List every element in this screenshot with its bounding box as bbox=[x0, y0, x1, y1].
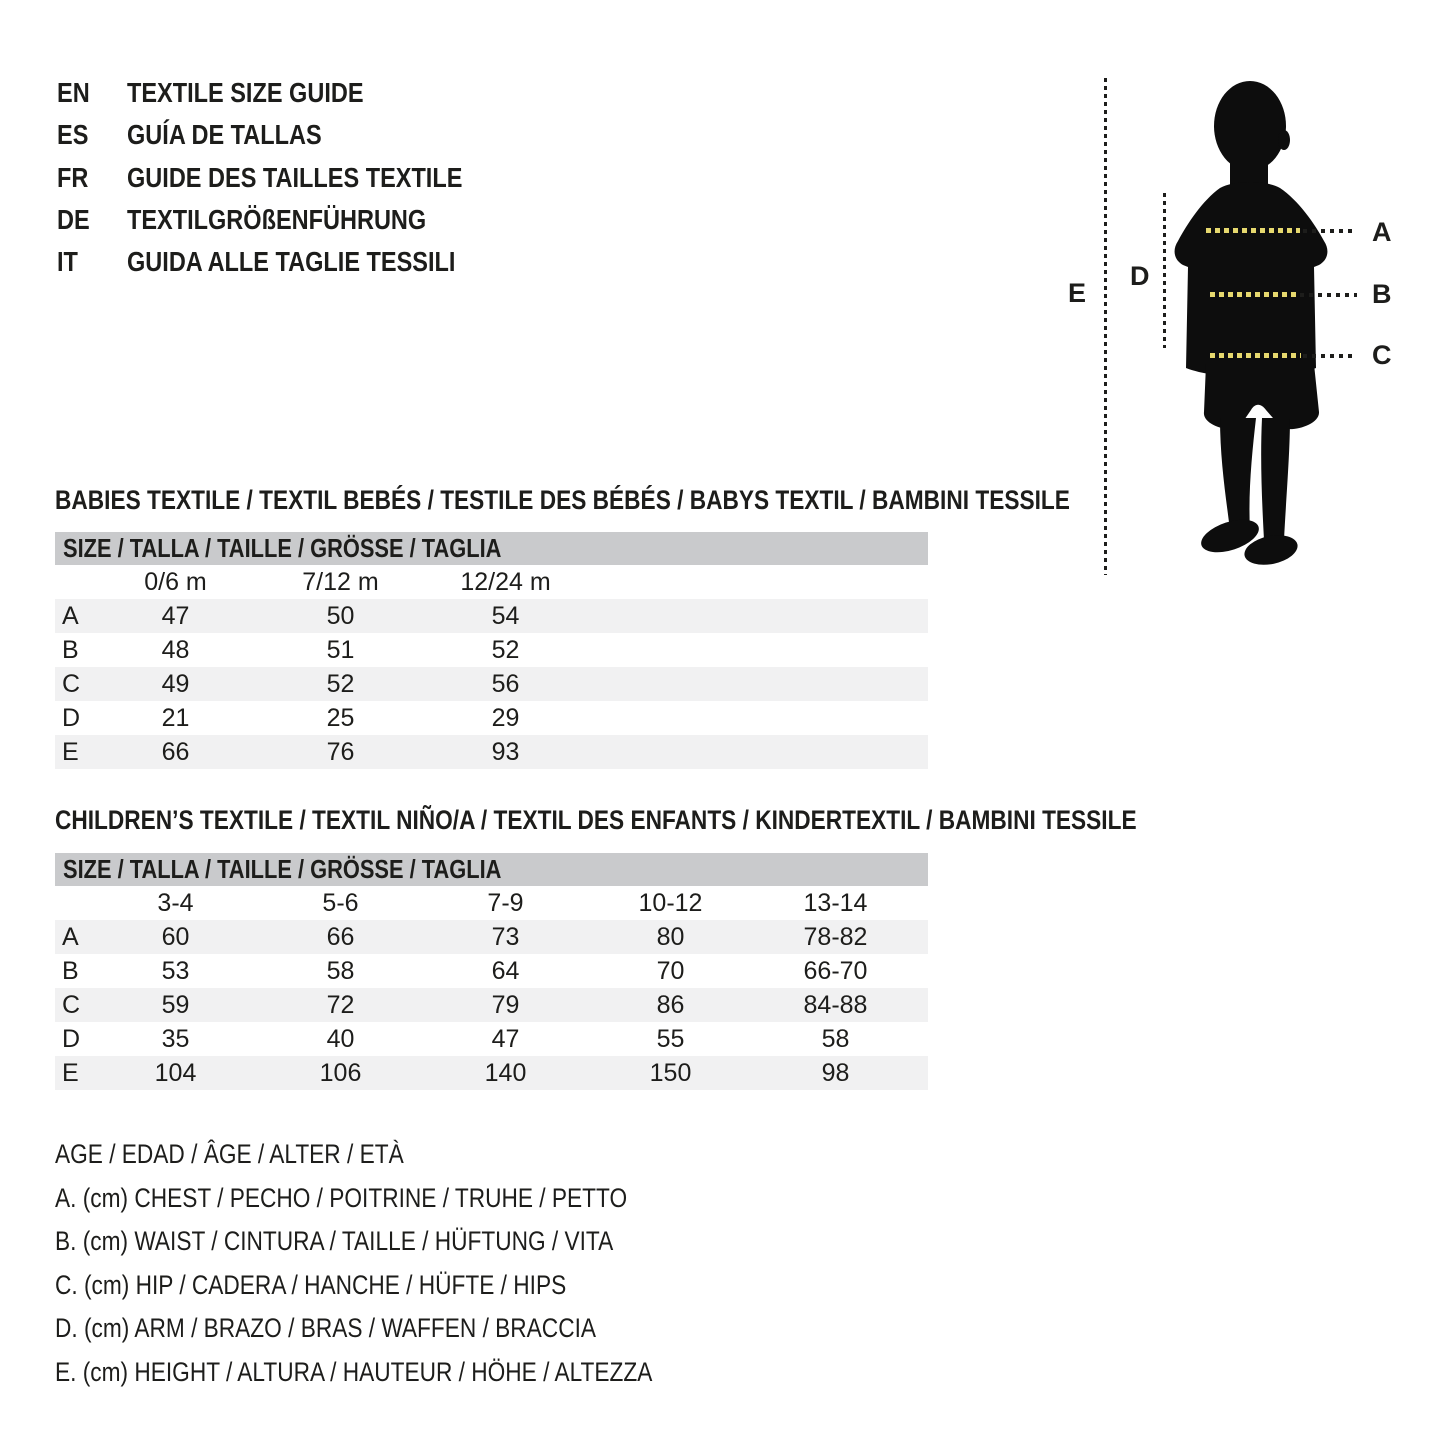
arm-measure-line-d bbox=[1163, 193, 1166, 348]
babies-column-headers bbox=[55, 565, 928, 599]
cell: 55 bbox=[656, 1025, 685, 1053]
cell: 66-70 bbox=[803, 957, 868, 985]
column-header: 10-12 bbox=[638, 889, 703, 917]
column-header: 7/12 m bbox=[302, 568, 379, 596]
cell: 49 bbox=[161, 670, 190, 698]
table-row bbox=[55, 599, 928, 633]
row-label: C bbox=[62, 991, 81, 1019]
table-row bbox=[55, 1022, 928, 1056]
cell: 21 bbox=[161, 704, 190, 732]
children-size-table bbox=[55, 853, 928, 1090]
legend-age: AGE / EDAD / ÂGE / ALTER / ETÀ bbox=[55, 1139, 404, 1169]
diagram-label-d: D bbox=[1130, 261, 1150, 291]
cell: 47 bbox=[491, 1025, 520, 1053]
row-label: D bbox=[62, 1025, 81, 1053]
row-label: C bbox=[62, 670, 81, 698]
cell: 48 bbox=[161, 636, 190, 664]
table-row bbox=[55, 735, 928, 769]
cell: 54 bbox=[491, 602, 520, 630]
cell: 60 bbox=[161, 923, 190, 951]
cell: 106 bbox=[319, 1059, 362, 1087]
title-it: GUIDA ALLE TAGLIE TESSILI bbox=[127, 246, 456, 278]
cell: 84-88 bbox=[803, 991, 868, 1019]
language-code-fr: FR bbox=[57, 161, 89, 193]
children-heading-text: CHILDREN’S TEXTILE / TEXTIL NIÑO/A / TEXTIL DES ENFANTS / KINDERTEXTIL / BAMBINI TESSILE bbox=[55, 805, 1137, 835]
column-header: 13-14 bbox=[803, 889, 868, 917]
child-silhouette bbox=[1172, 78, 1332, 570]
title-en: TEXTILE SIZE GUIDE bbox=[127, 77, 364, 109]
silhouette-left-leg bbox=[1220, 418, 1256, 530]
babies-size-table bbox=[55, 532, 928, 769]
cell: 53 bbox=[161, 957, 190, 985]
cell: 93 bbox=[491, 738, 520, 766]
cell: 78-82 bbox=[803, 923, 868, 951]
silhouette-tshirt bbox=[1175, 182, 1328, 377]
children-column-headers bbox=[55, 886, 928, 920]
legend-hip: C. (cm) HIP / CADERA / HANCHE / HÜFTE / HIPS bbox=[55, 1269, 567, 1300]
language-code-es: ES bbox=[57, 119, 89, 151]
babies-size-header-text: SIZE / TALLA / TAILLE / GRÖSSE / TAGLIA bbox=[63, 533, 502, 563]
row-label: A bbox=[62, 923, 79, 951]
column-header: 12/24 m bbox=[460, 568, 551, 596]
cell: 70 bbox=[656, 957, 685, 985]
cell: 47 bbox=[161, 602, 190, 630]
legend-chest: A. (cm) CHEST / PECHO / POITRINE / TRUHE / PETTO bbox=[55, 1182, 628, 1213]
row-label: A bbox=[62, 602, 79, 630]
language-title-block bbox=[57, 72, 526, 283]
row-label: E bbox=[62, 1059, 79, 1087]
babies-heading-text: BABIES TEXTILE / TEXTIL BEBÉS / TESTILE DES BÉBÉS / BABYS TEXTIL / BAMBINI TESSILE bbox=[55, 485, 1070, 515]
diagram-label-a: A bbox=[1372, 217, 1392, 247]
language-code-de: DE bbox=[57, 204, 90, 236]
measurement-legend bbox=[55, 1133, 766, 1394]
cell: 86 bbox=[656, 991, 685, 1019]
cell: 58 bbox=[326, 957, 355, 985]
babies-size-header-bar bbox=[55, 532, 928, 565]
cell: 59 bbox=[161, 991, 190, 1019]
cell: 56 bbox=[491, 670, 520, 698]
title-line-es bbox=[57, 114, 526, 156]
cell: 150 bbox=[649, 1059, 692, 1087]
cell: 29 bbox=[491, 704, 520, 732]
row-label: E bbox=[62, 738, 79, 766]
title-fr: GUIDE DES TAILLES TEXTILE bbox=[127, 161, 463, 193]
row-label: D bbox=[62, 704, 81, 732]
cell: 50 bbox=[326, 602, 355, 630]
column-header: 0/6 m bbox=[144, 568, 207, 596]
cell: 66 bbox=[326, 923, 355, 951]
children-section-heading bbox=[55, 806, 1343, 834]
cell: 58 bbox=[821, 1025, 850, 1053]
silhouette-right-leg bbox=[1261, 418, 1290, 540]
column-header: 3-4 bbox=[157, 889, 194, 917]
diagram-label-e: E bbox=[1068, 278, 1087, 308]
cell: 98 bbox=[821, 1059, 850, 1087]
table-row bbox=[55, 954, 928, 988]
cell: 76 bbox=[326, 738, 355, 766]
cell: 52 bbox=[326, 670, 355, 698]
row-label: B bbox=[62, 957, 79, 985]
title-line-fr bbox=[57, 157, 526, 199]
language-code-en: EN bbox=[57, 77, 90, 109]
cell: 40 bbox=[326, 1025, 355, 1053]
chest-dash-yellow bbox=[1206, 228, 1300, 233]
table-row bbox=[55, 1056, 928, 1090]
column-header: 5-6 bbox=[322, 889, 359, 917]
title-line-de bbox=[57, 199, 526, 241]
cell: 73 bbox=[491, 923, 520, 951]
babies-section-heading bbox=[55, 486, 1263, 514]
cell: 79 bbox=[491, 991, 520, 1019]
cell: 72 bbox=[326, 991, 355, 1019]
legend-height: E. (cm) HEIGHT / ALTURA / HAUTEUR / HÖHE / ALTEZZA bbox=[55, 1356, 653, 1387]
cell: 80 bbox=[656, 923, 685, 951]
cell: 35 bbox=[161, 1025, 190, 1053]
cell: 52 bbox=[491, 636, 520, 664]
table-row bbox=[55, 667, 928, 701]
diagram-label-c: C bbox=[1372, 340, 1392, 370]
cell: 64 bbox=[491, 957, 520, 985]
cell: 140 bbox=[484, 1059, 527, 1087]
children-size-header-bar bbox=[55, 853, 928, 886]
cell: 104 bbox=[154, 1059, 197, 1087]
column-header: 7-9 bbox=[487, 889, 524, 917]
title-line-en bbox=[57, 72, 526, 114]
table-row bbox=[55, 988, 928, 1022]
title-es: GUÍA DE TALLAS bbox=[127, 119, 322, 151]
waist-dash-black bbox=[1300, 293, 1357, 297]
waist-dash-yellow bbox=[1210, 292, 1297, 297]
cell: 51 bbox=[326, 636, 355, 664]
table-row bbox=[55, 701, 928, 735]
legend-arm: D. (cm) ARM / BRAZO / BRAS / WAFFEN / BRACCIA bbox=[55, 1313, 596, 1343]
diagram-label-b: B bbox=[1372, 279, 1392, 309]
hip-dash-yellow bbox=[1210, 353, 1301, 358]
table-row bbox=[55, 920, 928, 954]
cell: 66 bbox=[161, 738, 190, 766]
legend-waist: B. (cm) WAIST / CINTURA / TAILLE / HÜFTUNG / VITA bbox=[55, 1226, 614, 1256]
language-code-it: IT bbox=[57, 246, 78, 278]
cell: 25 bbox=[326, 704, 355, 732]
table-row bbox=[55, 633, 928, 667]
chest-dash-black bbox=[1303, 229, 1357, 233]
children-size-header-text: SIZE / TALLA / TAILLE / GRÖSSE / TAGLIA bbox=[63, 854, 502, 884]
hip-dash-black bbox=[1303, 354, 1357, 358]
title-de: TEXTILGRÖßENFÜHRUNG bbox=[127, 204, 427, 236]
title-line-it bbox=[57, 241, 526, 283]
row-label: B bbox=[62, 636, 79, 664]
